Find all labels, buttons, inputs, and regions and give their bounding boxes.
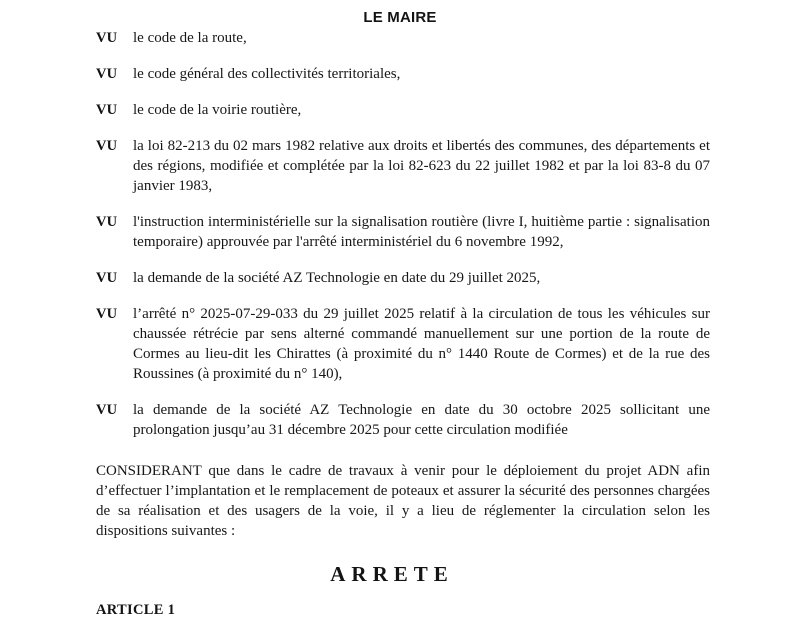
vu-clause-text: la demande de la société AZ Technologie en date du 30 octobre 2025 sollicitant une prolongation jusqu’au 31 décembre 2025 pour cette circulation modifiée bbox=[133, 402, 710, 438]
vu-label: VU bbox=[96, 66, 118, 82]
vu-clause-text: le code général des collectivités territoriales, bbox=[133, 66, 401, 82]
vu-clause-item bbox=[96, 28, 710, 48]
vu-clause-text: le code de la voirie routière, bbox=[133, 102, 302, 118]
vu-clause-item bbox=[96, 100, 710, 120]
vu-clause-text: l’arrêté n° 2025-07-29-033 du 29 juillet 2025 relatif à la circulation de tous les véhicules sur chaussée rétrécie par sens alterné commandé manuellement sur une portion de la route de Cormes au lieu-dit les Chirattes (à proximité du n° 1440 Route de Cormes) et de la rue des Roussines (à proximité du n° 140), bbox=[133, 306, 710, 382]
vu-clause-item bbox=[96, 268, 710, 288]
article-heading: ARTICLE 1 bbox=[96, 602, 176, 618]
vu-clause-text: la demande de la société AZ Technologie en date du 29 juillet 2025, bbox=[133, 270, 541, 286]
vu-clause-item bbox=[96, 136, 710, 196]
vu-label: VU bbox=[96, 306, 118, 322]
vu-clause-item bbox=[96, 304, 710, 384]
vu-label: VU bbox=[96, 214, 118, 230]
vu-clause-text: la loi 82-213 du 02 mars 1982 relative aux droits et libertés des communes, des départements et des régions, modifiée et complétée par la loi 82-623 du 22 juillet 1982 et par la loi 83-8 du 07 janvier 1983, bbox=[133, 138, 710, 194]
vu-label: VU bbox=[96, 402, 118, 418]
arrete-heading: ARRETE bbox=[330, 562, 454, 586]
vu-clause-list bbox=[96, 28, 710, 440]
considerant-paragraph: CONSIDERANT que dans le cadre de travaux à venir pour le déploiement du projet ADN afin d’effectuer l’implantation et le remplacement de poteaux et assurer la sécurité des personnes chargées de sa réalisation et des usagers de la voie, il y a lieu de réglementer la circulation selon les dispositions suivantes : bbox=[96, 463, 710, 539]
vu-label: VU bbox=[96, 30, 118, 46]
vu-clause-item bbox=[96, 212, 710, 252]
document-body bbox=[96, 28, 710, 619]
vu-label: VU bbox=[96, 270, 118, 286]
vu-clause-text: l'instruction interministérielle sur la signalisation routière (livre I, huitième partie : signalisation temporaire) approuvée par l'arrêté interministériel du 6 novembre 1992, bbox=[133, 214, 710, 250]
vu-label: VU bbox=[96, 138, 118, 154]
vu-clause-item bbox=[96, 400, 710, 440]
page-title: LE MAIRE bbox=[363, 9, 437, 26]
vu-label: VU bbox=[96, 102, 118, 118]
vu-clause-item bbox=[96, 64, 710, 84]
vu-clause-text: le code de la route, bbox=[133, 30, 247, 46]
